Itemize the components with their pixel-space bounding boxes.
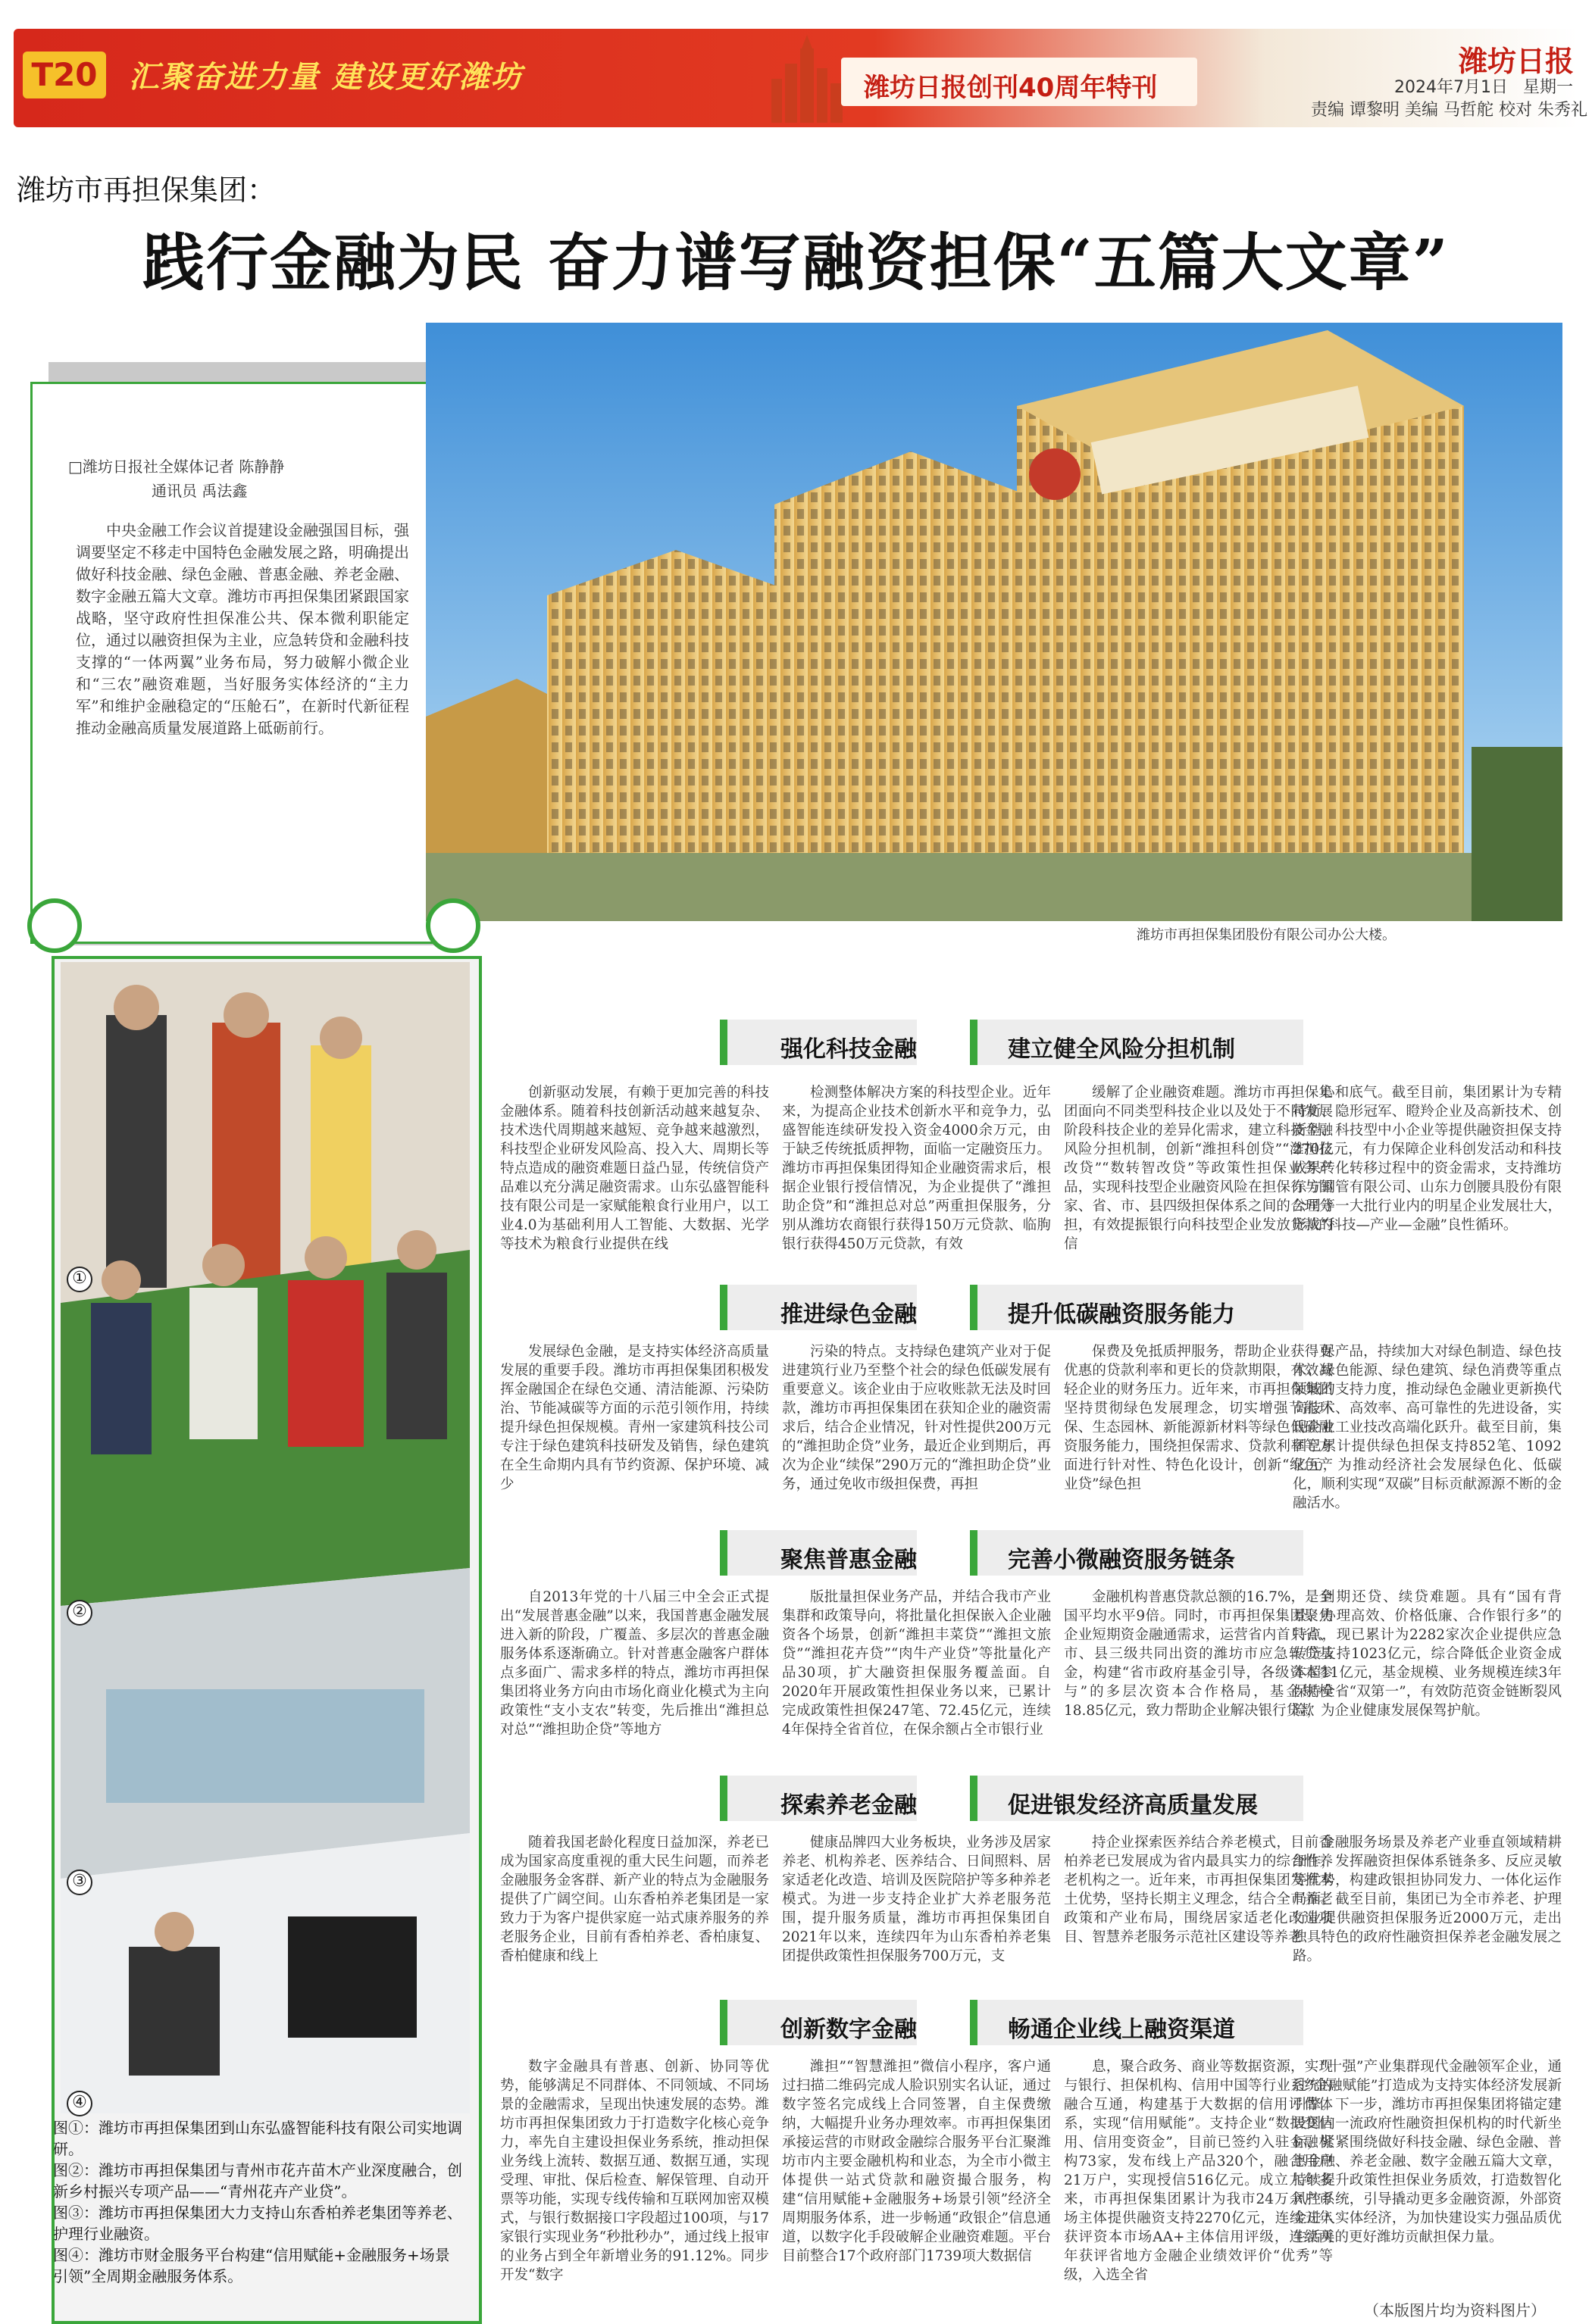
section-1-col-2: 检测整体解决方案的科技型企业。近年来，为提高企业技术创新水平和竞争力，弘盛智能连续研发投入资金4000余万元，由于缺乏传统抵质押物，面临一定融资压力。潍坊市再担保集团得知企业融资需求后，根据企业银行授信情况，为企业提供了“潍担助企贷”和“潍担总对总”两重担保服务，分别从潍坊农商银行获得150万元贷款、临朐银行获得450万元贷款，有效 bbox=[782, 1085, 1051, 1252]
office-building-photo bbox=[426, 323, 1562, 921]
section-3-col-2: 版批量担保业务产品，并结合我市产业集群和政策导向，将批量化担保嵌入企业融资各个场景，创新“潍担丰菜贷”“潍担文旅贷”“潍担花卉贷”“肉牛产业贷”等批量化产品30项，扩大融资担保服务覆盖面。自2020年开展政策性担保业务以来，已累计完成政策性担保247笔、72.45亿元，连续4年保持全省首位，在保余额占全市银行业 bbox=[782, 1589, 1051, 1738]
section-3-left-title: 聚焦普惠金融 bbox=[780, 1547, 917, 1573]
image-source-note: （本版图片均为资料图片） bbox=[1364, 2301, 1546, 2319]
photo-number-3: ③ bbox=[67, 1870, 92, 1895]
issue-weekday: 星期一 bbox=[1523, 78, 1574, 97]
section-5-left-title: 创新数字金融 bbox=[780, 2016, 917, 2043]
section-4-col-2: 健康品牌四大业务板块，业务涉及居家养老、机构养老、医养结合、日间照料、居家适老化改造、培训及医院陪护等多种养老模式。为进一步支持企业扩大养老服务范围，提升服务质量，潍坊市再担保集团自2021年以来，连续四年为山东香柏养老集团提供政策性担保服务700万元，支 bbox=[782, 1835, 1051, 1964]
intro-text: 中央金融工作会议首提建设金融强国目标，强调要坚定不移走中国特色金融发展之路，明确提出做好科技金融、绿色金融、普惠金融、养老金融、数字金融五篇大文章。潍坊市再担保集团紧跟国家战略，坚守政府性担保准公共、保本微利职能定位，通过以融资担保为主业，应急转贷和金融科技支撑的“一体两翼”业务布局，努力破解小微企业和“三农”融资难题，当好服务实体经济的“主力军”和维护金融稳定的“压舱石”，在新时代新征程推动金融高质量发展道路上砥砺前行。 bbox=[76, 521, 409, 737]
section-1-col-1: 创新驱动发展，有赖于更加完善的科技金融体系。随着科技创新活动越来越复杂、技术迭代周期越来越短、竞争越来越激烈，科技型企业研发风险高、投入大、周期长等特点造成的融资难题日益凸显，传统信贷产品难以充分满足融资需求。山东弘盛智能科技有限公司是一家赋能粮食行业用户，以工业4.0为基础利用人工智能、大数据、光学等技术为粮食行业提供在线 bbox=[500, 1085, 769, 1252]
section-5-col-1: 数字金融具有普惠、创新、协同等优势，能够满足不同群体、不同领域、不同场景的金融需求，呈现出快速发展的态势。潍坊市再担保集团致力于打造数字化核心竞争力，率先自主建设担保业务系统，推动担保业务线上流转、数据互通、数据互通，实现受理、审批、保后检查、解保管理、自动开票等功能，实现专线传输和互联网加密双模式，与银行数据接口字段超过100项，与17家银行实现业务“秒批秒办”，通过线上报审的业务占到全年新增业务的91.12%。同步开发“数字 bbox=[500, 2059, 769, 2283]
section-4-col-4: 金融服务场景及养老产业垂直领域精耕细作，发挥融资担保体系链条多、反应灵敏等优势，构建政银担协同发力、一体化运作局面。截至目前，集团已为全市养老、护理行业提供融资担保服务近2000万元，走出独具特色的政府性融资担保养老金融发展之路。 bbox=[1293, 1835, 1562, 1964]
section-5-col-2: 潍担”“智慧潍担”微信小程序，客户通过扫描二维码完成人脸识别实名认证，通过数字签名完成线上合同签署，自主保费缴纳，大幅提升业务办理效率。市再担保集团承接运营的市财政金融综合服务平台汇聚潍坊市内主要金融机构和业态，为全市小微主体提供一站式贷款和融资撮合服务，构建“信用赋能+金融服务+场景引领”经济全周期服务体系，进一步畅通“政银企”信息通道，以数字化手段破解企业融资难题。平台目前整合17个政府部门1739项大数据信 bbox=[782, 2059, 1051, 2264]
editor-credits: 责编 谭黎明 美编 马哲舵 校对 朱秀礼 bbox=[1311, 101, 1587, 120]
section-3-col-4: 到期还贷、续贷难题。具有“国有背景、办理高效、价格低廉、合作银行多”的特点，现已累计为2282家次企业提供应急转贷支持1023亿元，综合降低企业资金成本超11亿元，基金规模、业务规模连续3年保持全省“双第一”，有效防范资金链断裂风险，为企业健康发展保驾护航。 bbox=[1293, 1589, 1562, 1719]
section-3-header bbox=[720, 1530, 1296, 1576]
photo-number-1: ① bbox=[67, 1267, 92, 1292]
photo-caption-4: 图④：潍坊市财金服务平台构建“信用赋能+金融服务+场景引领”全周期金融服务体系。 bbox=[53, 2246, 450, 2285]
section-5-header bbox=[720, 2000, 1296, 2045]
section-5-right-title: 畅通企业线上融资渠道 bbox=[1008, 2016, 1235, 2043]
byline-reporter: □潍坊日报社全媒体记者 陈静静 bbox=[68, 458, 285, 476]
section-5-col-4: “十强”产业集群现代金融领军企业，通过“金融赋能”打造成为支持实体经济发展新引擎。下一步，潍坊市再担保集团将锚定建设国内一流政府性融资担保机构的时代新坐标，紧紧围绕做好科技金融、绿色金融、普惠金融、养老金融、数字金融五篇大文章，持续提升政策性担保业务质效，打造数智化风控系统，引导撬动更多金融资源，外部资金进入实体经济，为加快建设实力强品质优生活美的更好潍坊贡献担保力量。 bbox=[1293, 2059, 1562, 2245]
section-5-col-3: 息，聚合政务、商业等数据资源，实现与银行、担保机构、信用中国等行业系统的融合互通，构建基于大数据的信用评估体系，实现“信用赋能”。支持企业“数据变信用、信用变资金”，目前已签约入驻金融机构73家，发布线上产品320个，融合用户21万户，实现授信516亿元。成立九年多来，市再担保集团累计为我市24万余户市场主体提供融资支持2270亿元，连续五年获评资本市场AA+主体信用评级，连续两年获评省地方金融企业绩效评价“优秀”等级，入选全省 bbox=[1064, 2059, 1333, 2283]
photo-captions bbox=[53, 2117, 462, 2287]
header-slogan: 汇聚奋进力量 建设更好潍坊 bbox=[129, 60, 523, 95]
section-4-left-title: 探索养老金融 bbox=[780, 1792, 917, 1819]
photo-caption-1: 图①：潍坊市再担保集团到山东弘盛智能科技有限公司实地调研。 bbox=[53, 2119, 462, 2158]
issue-date: 2024年7月1日 bbox=[1394, 78, 1508, 97]
page-number: T20 bbox=[23, 52, 106, 98]
section-3-col-3: 金融机构普惠贷款总额的16.7%，是全国平均水平9倍。同时，市再担保集团聚焦企业短期资金融通需求，运营省内首只省、市、县三级共同出资的潍坊市应急转贷基金，构建“省市政府基金引导，各级资本参与”的多层次资本合作格局，基金规模18.85亿元，致力帮助企业解决银行贷款 bbox=[1064, 1589, 1333, 1719]
section-2-col-3: 保费及免抵质押服务，帮助企业获得更优惠的贷款利率和更长的贷款期限，有效减轻企业的财务压力。近年来，市再担保集团坚持贯彻绿色发展理念，切实增强节能环保、生态园林、新能源新材料等绿色低碳融资服务能力，围绕担保需求、贷款利率等方面进行针对性、特色化设计，创新“绿色产业贷”绿色担 bbox=[1064, 1344, 1333, 1492]
section-4-header bbox=[720, 1776, 1296, 1821]
section-1-col-3: 缓解了企业融资难题。潍坊市再担保集团面向不同类型科技企业以及处于不同发展阶段科技企业的差异化需求，建立科技金融风险分担机制，创新“潍担科创贷”“潍担技改贷”“数转智改贷”等政策性担保业务产品，实现科技型企业融资风险在担保行与国家、省、市、县四级担保体系之间的合理分担，有效提振银行向科技型企业发放贷款的信 bbox=[1064, 1085, 1333, 1252]
newspaper-logo: 潍坊日报 bbox=[1459, 44, 1575, 78]
skyline-icon bbox=[765, 33, 849, 123]
article-headline: 践行金融为民 奋力谱写融资担保“五篇大文章” bbox=[142, 226, 1450, 299]
photo-caption: 潍坊市再担保集团股份有限公司办公大楼。 bbox=[1137, 927, 1396, 943]
section-4-col-1: 随着我国老龄化程度日益加深，养老已成为国家高度重视的重大民生问题，而养老金融服务金客群、新产业的特点为金融服务提供了广阔空间。山东香柏养老集团是一家致力于为客户提供家庭一站式康养服务的养老服务企业，目前有香柏养老、香柏康复、香柏健康和线上 bbox=[500, 1835, 769, 1964]
section-1-right-title: 建立健全风险分担机制 bbox=[1008, 1036, 1235, 1063]
section-2-col-4: 保产品，持续加大对绿色制造、绿色技术、绿色能源、绿色建筑、绿色消费等重点领域的支持力度，推动绿色金融业更新换代高技术、高效率、高可靠性的先进设备，实现企业工业技改高端化跃升。截至目前，集团已累计提供绿色担保支持852笔、1092亿元，为推动经济社会发展绿色化、低碳化，顺利实现“双碳”目标贡献源源不断的金融活水。 bbox=[1293, 1344, 1562, 1511]
section-3-right-title: 完善小微融资服务链条 bbox=[1008, 1547, 1235, 1573]
section-2-header bbox=[720, 1285, 1296, 1330]
byline bbox=[68, 454, 284, 503]
photo-caption-2: 图②：潍坊市再担保集团与青州市花卉苗木产业深度融合，创新乡村振兴专项产品——“青州花卉产业贷”。 bbox=[53, 2161, 462, 2201]
byline-correspondent: 通讯员 禹法鑫 bbox=[152, 482, 248, 500]
section-2-right-title: 提升低碳融资服务能力 bbox=[1008, 1301, 1235, 1328]
decor-circle-right bbox=[426, 898, 480, 953]
section-1-col-4: 心和底气。截至目前，集团累计为专精特新、隐形冠军、瞪羚企业及高新技术、创新型、科技型中小企业等提供融资担保支持270亿元，有力保障企业科创发活动和科技成果转化转移过程中的资金需求，支持潍坊东方钢管有限公司、山东力创腰具股份有限公司等一大批行业内的明星企业发展壮大，形成“科技—产业—金融”良性循环。 bbox=[1293, 1085, 1562, 1233]
section-2-col-1: 发展绿色金融，是支持实体经济高质量发展的重要手段。潍坊市再担保集团积极发挥金融国企在绿色交通、清洁能源、污染防治、节能减碳等方面的示范引领作用，持续提升绿色担保规模。青州一家建筑科技公司专注于绿色建筑科技研发及销售，绿色建筑在全生命期内具有节约资源、保护环境、减少 bbox=[500, 1344, 769, 1492]
decor-circle-left bbox=[27, 898, 82, 953]
left-photo-collage bbox=[61, 962, 470, 2113]
section-3-col-1: 自2013年党的十八届三中全会正式提出“发展普惠金融”以来，我国普惠金融发展进入新的阶段，广覆盖、多层次的普惠金融服务体系逐渐确立。针对普惠金融客户群体点多面广、需求多样的特点，潍坊市再担保集团将业务方向由市场化商业化模式为主向政策性“支小支农”转变，先后推出“潍担总对总”“潍担助企贷”等地方 bbox=[500, 1589, 769, 1738]
photo-number-2: ② bbox=[67, 1600, 92, 1626]
section-2-col-2: 污染的特点。支持绿色建筑产业对于促进建筑行业乃至整个社会的绿色低碳发展有重要意义。该企业由于应收账款无法及时回款，潍坊市再担保集团在获知企业的融资需求后，结合企业情况，针对性提供200万元的“潍担助企贷”业务，最近企业到期后，再次为企业“续保”290万元的“潍担助企贷”业务，通过免收市级担保费，再担 bbox=[782, 1344, 1051, 1492]
section-1-header bbox=[720, 1020, 1296, 1065]
section-2-left-title: 推进绿色金融 bbox=[780, 1301, 917, 1328]
photo-caption-3: 图③：潍坊市再担保集团大力支持山东香柏养老集团等养老、护理行业融资。 bbox=[53, 2204, 462, 2243]
section-4-col-3: 持企业探索医养结合养老模式，目前香柏养老已发展成为省内最具实力的综合性养老机构之一。近年来，市再担保集团发挥本土优势，坚持长期主义理念，结合全市养老政策和产业布局，围绕居家适老化改造项目、智慧养老服务示范社区建设等养老 bbox=[1064, 1835, 1333, 1945]
section-4-right-title: 促进银发经济高质量发展 bbox=[1008, 1792, 1258, 1819]
section-1-left-title: 强化科技金融 bbox=[780, 1036, 917, 1063]
photo-number-4: ④ bbox=[67, 2091, 92, 2116]
special-edition-title: 潍坊日报创刊40周年特刊 bbox=[864, 73, 1158, 103]
article-kicker: 潍坊市再担保集团： bbox=[17, 173, 277, 207]
